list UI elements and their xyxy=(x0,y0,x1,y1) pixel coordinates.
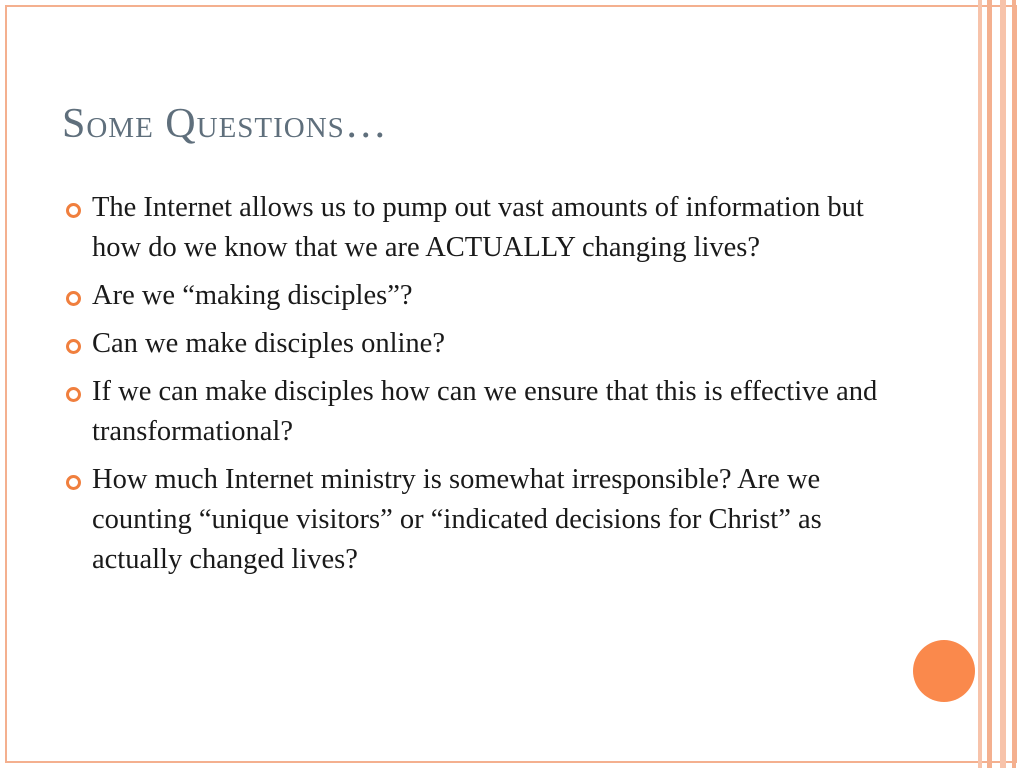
ring-bullet-icon xyxy=(66,291,81,306)
ring-bullet-icon xyxy=(66,203,81,218)
bullet-list xyxy=(62,188,882,588)
bullet-item xyxy=(62,276,882,316)
decorative-stripe xyxy=(1000,0,1006,768)
bullet-text: Can we make disciples online? xyxy=(92,328,445,359)
ring-bullet-icon xyxy=(66,387,81,402)
bullet-text: If we can make disciples how can we ensure that this is effective and transformational? xyxy=(92,376,878,447)
bullet-item xyxy=(62,460,882,580)
bullet-item xyxy=(62,188,882,268)
decorative-stripe xyxy=(1012,0,1016,768)
slide-title: Some Questions… xyxy=(62,101,388,147)
decorative-stripe xyxy=(987,0,992,768)
bullet-item xyxy=(62,372,882,452)
ring-bullet-icon xyxy=(66,475,81,490)
decorative-stripe xyxy=(978,0,982,768)
orange-circle-icon xyxy=(913,640,975,702)
bullet-item xyxy=(62,324,882,364)
bullet-text: Are we “making disciples”? xyxy=(92,280,413,311)
ring-bullet-icon xyxy=(66,339,81,354)
bullet-text: The Internet allows us to pump out vast amounts of information but how do we know that we are ACTUALLY changing lives? xyxy=(92,192,864,263)
bullet-text: How much Internet ministry is somewhat irresponsible? Are we counting “unique visitors” or “indicated decisions for Christ” as actually changed lives? xyxy=(92,464,822,575)
